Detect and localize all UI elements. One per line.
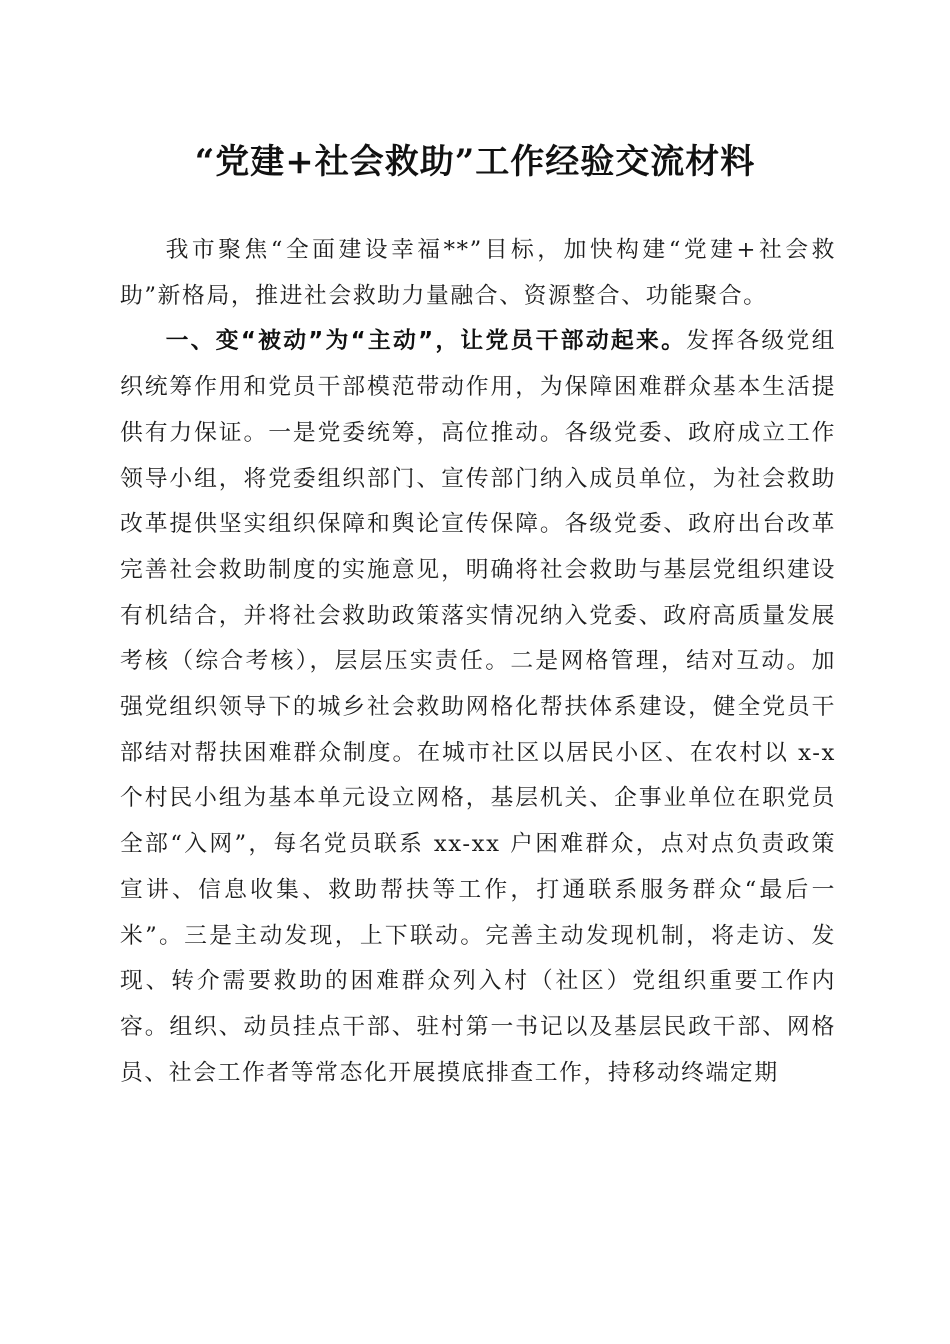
- section-one-heading: 一、变“被动”为“主动”，让党员干部动起来。: [165, 328, 687, 355]
- section-one-body: 发挥各级党组织统筹作用和党员干部模范带动作用，为保障困难群众基本生活提供有力保证。一是党委统筹，高位推动。各级党委、政府成立工作领导小组，将党委组织部门、宣传部门纳入成员单位，为社会救助改革提供坚实组织保障和舆论宣传保障。各级党委、政府出台改革完善社会救助制度的实施意见，明确将社会救助与基层党组织建设有机结合，并将社会救助政策落实情况纳入党委、政府高质量发展考核（综合考核），层层压实责任。二是网格管理，结对互动。加强党组织领导下的城乡社会救助网格化帮扶体系建设，健全党员干部结对帮扶困难群众制度。在城市社区以居民小区、在农村以 x-x 个村民小组为基本单元设立网格，基层机关、企事业单位在职党员全部“入网”，每名党员联系 xx-xx 户困难群众，点对点负责政策宣讲、信息收集、救助帮扶等工作，打通联系服务群众“最后一米”。三是主动发现，上下联动。完善主动发现机制，将走访、发现、转介需要救助的困难群众列入村（社区）党组织重要工作内容。组织、动员挂点干部、驻村第一书记以及基层民政干部、网格员、社会工作者等常态化开展摸底排查工作，持移动终端定期: [120, 328, 836, 1086]
- document-title: “党建+社会救助”工作经验交流材料: [194, 142, 756, 182]
- intro-paragraph: 我市聚焦“全面建设幸福**”目标，加快构建“党建+社会救助”新格局，推进社会救助力量融合、资源整合、功能聚合。: [120, 237, 836, 309]
- document-body: [120, 228, 836, 1096]
- section-one-paragraph: [120, 319, 836, 1096]
